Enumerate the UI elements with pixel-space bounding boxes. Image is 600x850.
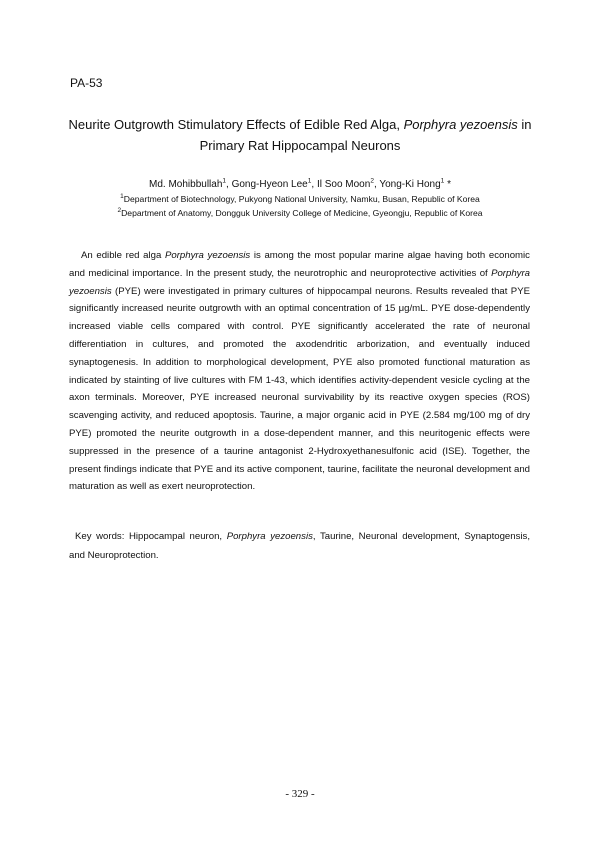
- author-name: Il Soo Moon: [316, 179, 371, 190]
- affiliation-mark: 1: [120, 193, 124, 201]
- author-affil-mark: 2: [370, 177, 374, 185]
- abstract-text: An edible red alga: [81, 250, 165, 261]
- paper-title: [60, 114, 540, 156]
- corresponding-mark: *: [444, 179, 451, 190]
- author-name: Gong-Hyeon Lee: [231, 179, 308, 190]
- author-name: Yong-Ki Hong: [379, 179, 441, 190]
- keywords-text: Key words: Hippocampal neuron,: [75, 531, 227, 542]
- affiliation-mark: 2: [117, 207, 122, 215]
- author-name: Md. Mohibbullah: [149, 179, 223, 190]
- keywords-text: , Taurine, Neuronal development, Synaptogensis, and Neuroprotection.: [69, 531, 530, 561]
- author-separator: ,: [373, 179, 380, 190]
- abstract-text: is among the most popular marine algae having both economic and medicinal importance. In the present study, the neurotrophic and neuroprotective activities of: [69, 250, 530, 279]
- keywords-section: [69, 527, 530, 565]
- species-name: Porphyra yezoensis: [226, 531, 313, 542]
- title-text: Neurite Outgrowth Stimulatory Effects of Edible Red Alga,: [68, 117, 404, 132]
- author-list: [60, 178, 540, 192]
- affiliation-text: Department of Anatomy, Dongguk University College of Medicine, Gyeongju, Republic of Korea: [121, 208, 483, 218]
- abstract-body: [69, 247, 530, 496]
- author-affil-mark: 1: [307, 177, 312, 185]
- author-affil-mark: 1: [222, 177, 227, 185]
- author-separator: ,: [226, 179, 232, 190]
- affiliation-text: Department of Biotechnology, Pukyong National University, Namku, Busan, Republic of Korea: [123, 194, 480, 204]
- affiliation-item: [60, 206, 540, 220]
- species-name: Porphyra yezoensis: [69, 267, 530, 297]
- author-affil-mark: 1: [440, 177, 445, 185]
- species-name: Porphyra yezoensis: [164, 250, 251, 261]
- title-tail: in: [517, 117, 532, 132]
- keywords-paragraph: [69, 527, 530, 565]
- title-species: Porphyra yezoensis: [403, 117, 518, 132]
- abstract-text: (PYE) were investigated in primary cultures of hippocampal neurons. Results revealed that PYE significantly increased neurite outgrowth with an optimal concentration of 15 μg/mL. PYE dose-dependently increased viable cells compared with control. PYE significantly accelerated the rate of neuronal differentiation in cultures, and promoted the axodendritic arborization, and eventually induced synaptogenesis. In addition to morphological development, PYE also promoted functional maturation as indicated by stainting of live cultures with FM 1-43, which identifies activity-dependent vesicle cycling at the axon terminals. Moreover, PYE increased neuronal survivability by its reactive oxygen species (ROS) scavenging activity, and reduced apoptosis. Taurine, a major organic acid in PYE (2.584 mg/100 mg of dry PYE) promoted the neurite outgrowth in a dose-dependent manner, and this neuritogenic effects were suppressed in the presence of a taurine antagonist 2-Hydroxyethanesulfonic acid (ISE). Together, the present findings indicate that PYE and its active component, taurine, facilitate the neuronal development and maturation as well as exert neuroprotection.: [69, 285, 530, 493]
- affiliation-list: [60, 192, 540, 220]
- abstract-paragraph: [69, 247, 530, 496]
- title-line-2: Primary Rat Hippocampal Neurons: [199, 138, 401, 153]
- affiliation-item: [60, 192, 540, 206]
- abstract-code: PA-53: [70, 76, 103, 90]
- author-separator: ,: [311, 179, 317, 190]
- page-number: - 329 -: [285, 788, 315, 800]
- title-line-1: [60, 114, 540, 135]
